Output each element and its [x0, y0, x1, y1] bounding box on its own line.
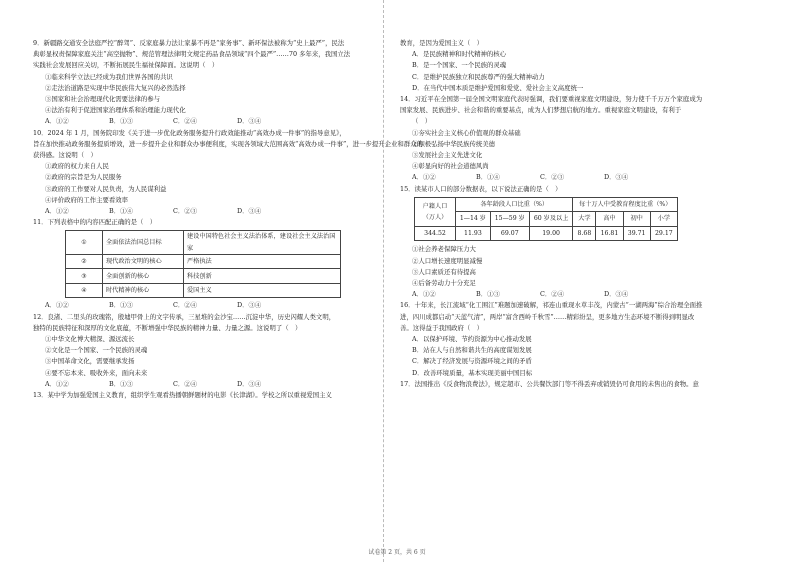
q15-item: ②人口增长速度明显减慢 — [412, 256, 483, 265]
q11-options — [33, 300, 366, 311]
q9-item: ③国家和社会治理现代化需要法律的参与 — [45, 95, 161, 104]
q12-item: ②文化是一个国家、一个民族的灵魂 — [45, 346, 148, 355]
q13-stem-continued: 教育，是因为爱国主义（ ） — [400, 39, 484, 47]
q16-stem-line: 善。这得益于我国政府（ ） — [400, 323, 484, 332]
question-16 — [400, 300, 733, 378]
subheader-cell: 大学 — [573, 212, 596, 227]
option-b[interactable]: B．①④ — [476, 173, 500, 182]
option-c[interactable]: C．②④ — [540, 290, 565, 299]
q13-stem: 13．某中学为加强爱国主义教育，组织学生观看热播朝鲜题材的电影《长津湖》。学校之所以重视爱国主义 — [33, 390, 332, 399]
q14-item: ③发展社会主义先进文化 — [412, 151, 483, 160]
table-cell: 29.17 — [650, 226, 677, 241]
table-cell: 时代精神的核心 — [103, 283, 184, 298]
q10-stem-line: 获得感。这说明（ ） — [33, 151, 97, 160]
table-cell: 19.00 — [529, 226, 573, 241]
header-age-groups: 各年龄段人口比重（%） — [456, 197, 573, 212]
table-cell: 爱国主义 — [184, 283, 341, 298]
question-14 — [400, 94, 733, 184]
table-row — [66, 269, 341, 284]
column-divider — [383, 0, 384, 562]
option-d[interactable]: D．③④ — [604, 173, 629, 182]
subheader-cell: 1—14 岁 — [456, 212, 491, 227]
q10-item: ①政府的权力来自人民 — [45, 162, 109, 171]
option-d[interactable]: D．③④ — [237, 379, 262, 388]
q16-option[interactable]: C．解决了经济发展与资源环境之间的矛盾 — [412, 357, 532, 366]
subheader-cell: 初中 — [623, 212, 650, 227]
q12-item: ④要不忘本来、吸收外来，面向未来 — [45, 368, 148, 377]
q13-option[interactable]: C．是维护民族独立和民族尊严的强大精神动力 — [412, 72, 545, 81]
table-cell: 建设中国特色社会主义法治体系，建设社会主义法治国家 — [184, 231, 341, 254]
table-header-row — [415, 197, 678, 212]
q9-item: ②走法治道路是实现中华民族伟大复兴的必然选择 — [45, 83, 186, 92]
q15-item: ③人口素质还有待提高 — [412, 267, 476, 276]
question-13 — [33, 390, 366, 401]
question-17 — [400, 379, 733, 390]
option-d[interactable]: D．③④ — [237, 207, 262, 216]
question-13-continued — [400, 38, 733, 94]
q13-option[interactable]: B．是一个国家、一个民族的灵魂 — [412, 61, 507, 70]
table-cell: 344.52 — [415, 226, 456, 241]
q13-option[interactable]: A．是民族精神和时代精神的核心 — [412, 50, 507, 59]
question-12 — [33, 312, 366, 390]
q15-stem: 15．读某市人口的部分数据表，以下说法正确的是（ ） — [400, 184, 562, 193]
option-b[interactable]: B．①④ — [109, 207, 133, 216]
table-cell: 8.68 — [573, 226, 596, 241]
q9-options — [33, 116, 366, 127]
q9-stem-line: 典彰显权责保障家庭关注“高空抛物”、规范管理法律明文规定药品食品领域“四个最严”……70 多年来，我国立法 — [33, 50, 351, 59]
q10-stem-line: 10．2024 年 1 月，国务院印发《关于进一步优化政务服务提升行政效能推动“高效办成一件事”的指导意见》， — [33, 128, 346, 137]
option-d[interactable]: D．③④ — [237, 117, 262, 126]
table-cell: ③ — [66, 269, 103, 284]
subheader-cell: 小学 — [650, 212, 677, 227]
table-cell: 11.93 — [456, 226, 491, 241]
table-row — [66, 283, 341, 298]
q11-stem: 11．下列表格中的内容匹配正确的是（ ） — [33, 218, 157, 227]
option-d[interactable]: D．③④ — [604, 290, 629, 299]
table-row — [415, 226, 678, 241]
option-b[interactable]: B．①③ — [109, 379, 133, 388]
header-population: 户籍人口（万人） — [415, 197, 456, 226]
table-row — [66, 231, 341, 254]
subheader-cell: 高中 — [596, 212, 623, 227]
table-cell: ① — [66, 231, 103, 254]
q15-data-table — [414, 197, 678, 242]
option-a[interactable]: A．①② — [45, 117, 69, 126]
option-a[interactable]: A．①② — [412, 290, 436, 299]
question-10 — [33, 128, 423, 218]
q12-item: ③中国革命文化，需要继承发扬 — [45, 357, 135, 366]
q10-item: ④评价政府的工作主要看效率 — [45, 195, 129, 204]
q16-option[interactable]: B．站在人与自然和谐共生的高度谋划发展 — [412, 346, 532, 355]
table-row — [66, 254, 341, 269]
question-15 — [400, 184, 733, 301]
q16-option[interactable]: A．以保护环境、节约资源为中心推动发展 — [412, 334, 532, 343]
table-cell: 16.81 — [596, 226, 623, 241]
table-cell: 69.07 — [490, 226, 529, 241]
q15-item: ①社会养老保障压力大 — [412, 245, 476, 254]
q16-stem-line: 16．十年来，长江流域“化工围江”难题加速破解，祁连山重现水草丰茂，内蒙古“一湖两海”综合治理全面推 — [400, 301, 703, 310]
q10-item: ②政府的宗旨是为人民服务 — [45, 173, 122, 182]
table-cell: ② — [66, 254, 103, 269]
q15-item: ④后备劳动力十分充足 — [412, 278, 476, 287]
q9-item: ④法治有利于促进国家治理体系和治理能力现代化 — [45, 106, 186, 115]
q14-stem-line: （ ） — [412, 117, 432, 126]
left-column — [33, 38, 423, 401]
q11-table — [65, 230, 341, 298]
question-11 — [33, 217, 366, 311]
subheader-cell: 15—59 岁 — [490, 212, 529, 227]
option-b[interactable]: B．①③ — [109, 117, 133, 126]
q14-item: ①夯实社会主义核心价值观的群众基础 — [412, 128, 521, 137]
q10-stem-line: 旨在加快推动政务服务提质增效，进一步提升企业和群众办事便利度，实现各领域大范围高效“高效办成一件事”，进一步提升企业和群众的 — [33, 139, 423, 148]
q14-item: ④彰显向好的社会道德风尚 — [412, 162, 489, 171]
option-a[interactable]: A．①② — [412, 173, 436, 182]
option-b[interactable]: B．①③ — [476, 290, 500, 299]
q14-stem-line: 国家发展、民族进步、社会和谐的重要基点，成为人们梦想启航的地方。重视家庭文明建设，有利于 — [400, 106, 682, 115]
table-cell: 现代政治文明的核心 — [103, 254, 184, 269]
q10-options — [33, 206, 366, 217]
q14-options — [400, 172, 733, 183]
q9-stem-line: 9．新疆路交通安全法庭严控“醉驾”、反家庭暴力法让家暴不再是“家务事”、新环保法被称为“史上最严”，民法 — [33, 39, 345, 47]
q14-stem-line: 14．习近平在全国第一届全国文明家庭代表时强调，我们要重视家庭文明建设，努力使千千万万个家庭成为 — [400, 95, 703, 104]
option-d[interactable]: D．③④ — [237, 301, 262, 310]
q9-item: ①临来科学立法已经成为我们世界各国的共识 — [45, 72, 173, 81]
option-b[interactable]: B．①③ — [109, 301, 133, 310]
right-column — [400, 38, 733, 390]
option-c[interactable]: C．②④ — [173, 379, 198, 388]
option-c[interactable]: C．②④ — [173, 117, 198, 126]
option-c[interactable]: C．②③ — [540, 173, 565, 182]
q12-stem-line: 12．良渚、二里头的玫瑰铭，殷墟甲骨上的文字传承，三星堆的金沙宝……沉淀中华，历史闪耀人类文明， — [33, 312, 336, 321]
option-a[interactable]: A．①② — [45, 379, 69, 388]
table-cell: 科技创新 — [184, 269, 341, 284]
page-footer: 试卷第 2 页，共 6 页 — [368, 549, 426, 556]
table-cell: 全面依法治国总目标 — [103, 231, 184, 254]
q9-stem-line: 实践社会发展回应关切，不断拓展民生福祉保障面。这说明（ ） — [33, 61, 219, 70]
subheader-cell: 60 岁及以上 — [529, 212, 573, 227]
q14-item: ②积极弘扬中华民族传统美德 — [412, 139, 496, 148]
q16-option[interactable]: D．改善环境质量，基本实现美丽中国目标 — [412, 368, 533, 377]
table-cell: 严格执法 — [184, 254, 341, 269]
table-cell: ④ — [66, 283, 103, 298]
q16-stem-line: 进，四川成都启动“天蓝气清”，两岸“富含西岭千秋雪”……精彩纷呈，更多地方生态环境不断得到明显改 — [400, 312, 695, 321]
q12-options — [33, 379, 366, 390]
table-cell: 全面创新的核心 — [103, 269, 184, 284]
option-c[interactable]: C．②④ — [173, 301, 198, 310]
header-education: 每十万人中受教育程度比重（%） — [573, 197, 678, 212]
q10-item: ③政府的工作要对人民负责，为人民谋利益 — [45, 184, 167, 193]
q17-stem: 17．法国推出《反食物浪费法》，规定超市、公共餐饮部门等不得丢弃或销毁仍可食用的未售出的食物。意 — [400, 379, 699, 388]
table-cell: 39.71 — [623, 226, 650, 241]
q15-options — [400, 289, 733, 300]
question-9 — [33, 38, 366, 128]
option-c[interactable]: C．②③ — [173, 207, 198, 216]
option-a[interactable]: A．①② — [45, 207, 69, 216]
q12-stem-line: 独特的民族特征和深厚的文化底蕴，不断增强中华民族的精神力量、力量之源。这说明了（ ） — [33, 323, 302, 332]
q12-item: ①中华文化博大精深、源远流长 — [45, 334, 135, 343]
q13-option[interactable]: D．在当代中国本质是维护爱国和爱党、爱社会主义高度统一 — [412, 83, 584, 92]
option-a[interactable]: A．①② — [45, 301, 69, 310]
